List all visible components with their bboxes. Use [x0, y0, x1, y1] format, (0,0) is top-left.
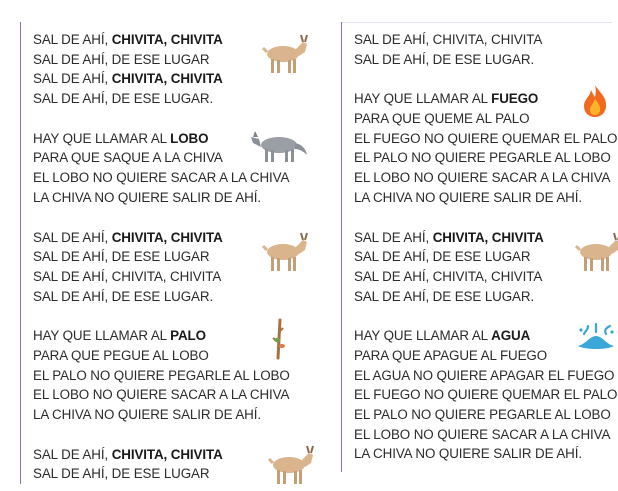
verse-line: SAL DE AHÍ, CHIVITA, CHIVITA — [33, 446, 223, 462]
verse-line: LA CHIVA NO QUIERE SALIR DE AHÍ. — [354, 189, 582, 205]
verse-line: HAY QUE LLAMAR AL LOBO — [33, 130, 209, 146]
verse-line: PARA QUE APAGUE AL FUEGO — [354, 347, 548, 363]
stanza-4 — [33, 326, 333, 424]
fire-icon — [580, 83, 610, 119]
right-column — [341, 22, 618, 472]
left-column — [20, 22, 333, 484]
verse-line: SAL DE AHÍ, DE ESE LUGAR. — [354, 51, 535, 67]
verse-line: SAL DE AHÍ, DE ESE LUGAR — [33, 51, 210, 67]
verse-line: SAL DE AHÍ, CHIVITA, CHIVITA — [33, 71, 223, 87]
verse-line: EL LOBO NO QUIERE SACAR A LA CHIVA — [33, 170, 290, 186]
verse-line: SAL DE AHÍ, CHIVITA, CHIVITA — [33, 229, 223, 245]
stanza-9 — [354, 326, 618, 464]
goat-icon — [261, 32, 311, 78]
verse-line: HAY QUE LLAMAR AL AGUA — [354, 328, 531, 344]
stanza-5 — [33, 445, 333, 484]
verse-line: SAL DE AHÍ, CHIVITA, CHIVITA — [33, 32, 223, 47]
verse-line: SAL DE AHÍ, CHIVITA, CHIVITA — [33, 268, 222, 284]
verse-line: EL FUEGO NO QUIERE QUEMAR EL PALO — [354, 130, 618, 146]
stanza-8 — [354, 228, 618, 307]
stanza-1 — [33, 30, 333, 109]
goat-icon — [267, 443, 317, 489]
water-splash-icon — [576, 322, 616, 352]
verse-line: HAY QUE LLAMAR AL FUEGO — [354, 91, 539, 107]
verse-line: EL PALO NO QUIERE PEGARLE AL LOBO — [354, 407, 611, 422]
verse-line: EL LOBO NO QUIERE SACAR A LA CHIVA — [33, 387, 290, 403]
verse-line: SAL DE AHÍ, DE ESE LUGAR. — [33, 91, 214, 107]
verse-line: LA CHIVA NO QUIERE SALIR DE AHÍ. — [33, 407, 261, 422]
verse-line: PARA QUE PEGUE AL LOBO — [33, 347, 209, 363]
verse-line: HAY QUE LLAMAR AL PALO — [33, 328, 206, 344]
verse-line: SAL DE AHÍ, DE ESE LUGAR — [33, 249, 210, 265]
verse-line: EL LOBO NO QUIERE SACAR A LA CHIVA — [354, 170, 611, 186]
stanza-2 — [33, 129, 333, 208]
verse-line: LA CHIVA NO QUIERE SALIR DE AHÍ. — [33, 189, 261, 205]
verse-line: EL AGUA NO QUIERE APAGAR EL FUEGO — [354, 367, 615, 383]
verse-line: SAL DE AHÍ, DE ESE LUGAR. — [33, 288, 214, 304]
verse-line: EL PALO NO QUIERE PEGARLE AL LOBO — [354, 150, 611, 166]
stanza-6 — [354, 30, 618, 69]
goat-icon — [574, 230, 618, 276]
verse-line: SAL DE AHÍ, DE ESE LUGAR — [354, 249, 531, 265]
stanza-7 — [354, 89, 618, 207]
verse-line: SAL DE AHÍ, CHIVITA, CHIVITA — [354, 229, 544, 245]
wolf-icon — [249, 125, 309, 165]
verse-line: EL LOBO NO QUIERE SACAR A LA CHIVA — [354, 426, 611, 442]
verse-line: SAL DE AHÍ, DE ESE LUGAR — [33, 466, 210, 482]
verse-line: PARA QUE SAQUE A LA CHIVA — [33, 150, 223, 166]
goat-icon — [261, 230, 311, 276]
verse-line: LA CHIVA NO QUIERE SALIR DE AHÍ. — [354, 446, 582, 462]
stick-icon — [269, 318, 289, 360]
verse-line: SAL DE AHÍ, CHIVITA, CHIVITA — [354, 32, 543, 47]
verse-line: EL PALO NO QUIERE PEGARLE AL LOBO — [33, 367, 290, 383]
verse-line: SAL DE AHÍ, DE ESE LUGAR. — [354, 288, 535, 304]
verse-line: EL FUEGO NO QUIERE QUEMAR EL PALO — [354, 387, 618, 403]
verse-line: SAL DE AHÍ, CHIVITA, CHIVITA — [354, 268, 543, 284]
verse-line: PARA QUE QUEME AL PALO — [354, 111, 530, 127]
stanza-3 — [33, 228, 333, 307]
